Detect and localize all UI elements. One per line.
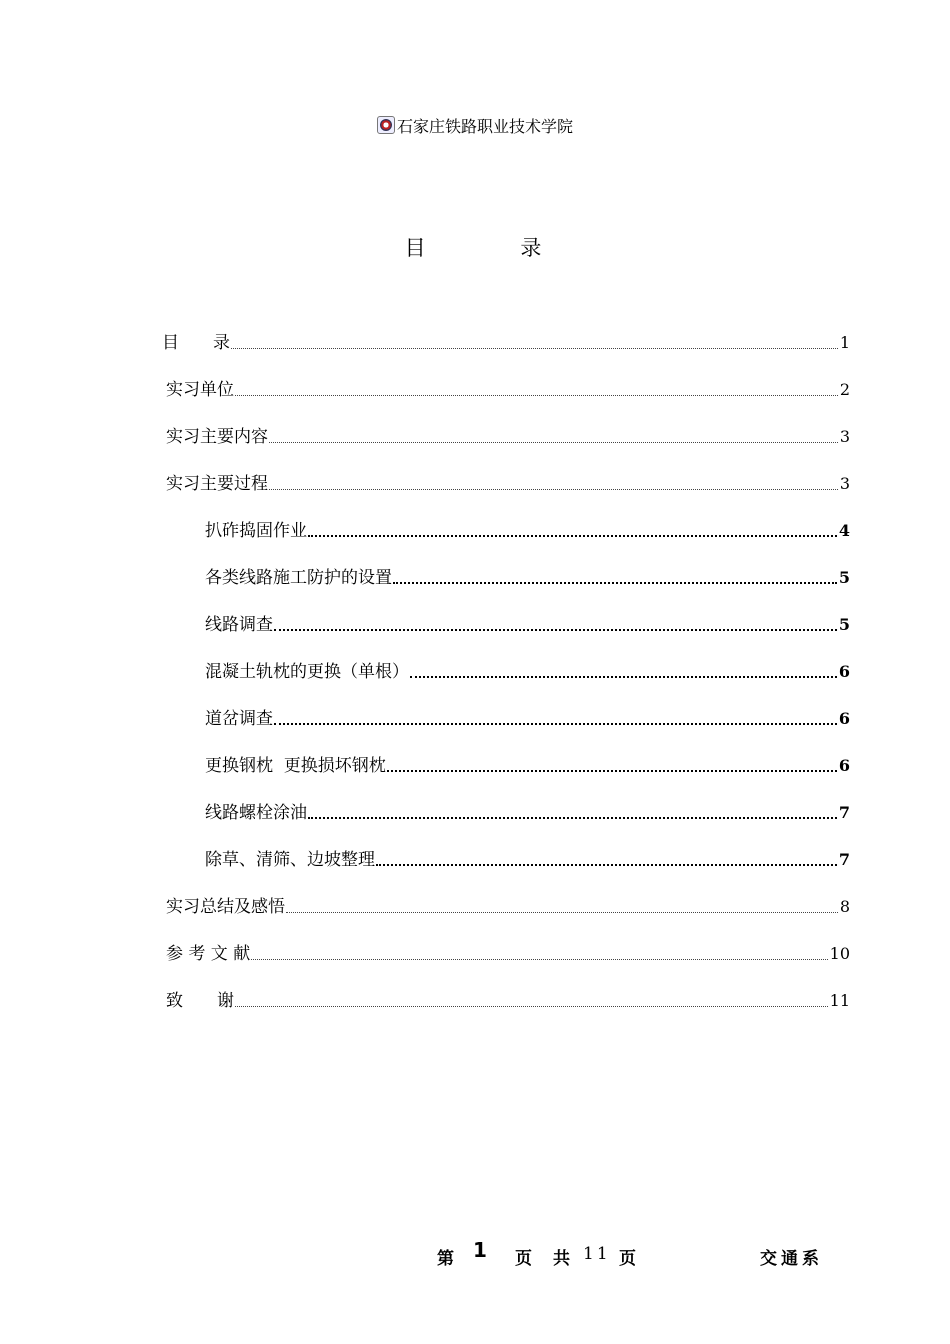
toc-leader [269, 441, 838, 443]
toc-leader [251, 958, 827, 960]
toc-entry-page: 4 [838, 521, 850, 540]
toc-subentry[interactable] [205, 754, 850, 778]
toc-entry-page: 5 [838, 568, 850, 587]
toc-entry-page: 6 [838, 662, 850, 681]
toc-entry-label: 更换钢枕 更换损坏钢枕 [205, 756, 386, 776]
toc-entry-page: 6 [838, 709, 850, 728]
toc-leader [308, 816, 837, 819]
toc-entry-page: 7 [838, 803, 850, 822]
toc-entry-label: 混凝土轨枕的更换（单根） [205, 662, 409, 682]
toc-entry-label: 线路螺栓涂油 [205, 803, 307, 823]
toc-entry-page: 11 [829, 991, 850, 1010]
toc-entry-page: 3 [839, 427, 850, 446]
toc-entry[interactable] [166, 425, 850, 449]
toc-entry-label: 致 谢 [166, 991, 234, 1011]
school-name: 石家庄铁路职业技术学院 [396, 116, 573, 136]
school-logo-icon [377, 116, 395, 134]
toc-entry[interactable] [162, 331, 850, 355]
toc-entry-page: 3 [839, 474, 850, 493]
toc-entry-page: 5 [838, 615, 850, 634]
toc-subentry[interactable] [205, 848, 850, 872]
toc-subentry[interactable] [205, 613, 850, 637]
toc-entry-label: 道岔调查 [205, 709, 273, 729]
footer-gong: 共 [553, 1249, 570, 1269]
toc-subentry[interactable] [205, 566, 850, 590]
footer-ye: 页 [515, 1249, 532, 1269]
toc-entry-label: 目 录 [162, 333, 230, 353]
toc-entry[interactable] [166, 472, 850, 496]
toc-leader [286, 911, 838, 913]
toc-entry-page: 6 [838, 756, 850, 775]
toc-entry-label: 实习主要过程 [166, 474, 268, 494]
toc-leader [269, 488, 838, 490]
toc-entry-page: 1 [839, 333, 850, 352]
toc-entry-page: 2 [839, 380, 850, 399]
toc-entry-label: 各类线路施工防护的设置 [205, 568, 392, 588]
toc-leader [308, 534, 837, 537]
toc-entry-page: 10 [829, 944, 850, 963]
toc-leader [274, 628, 837, 631]
toc-entry-label: 实习主要内容 [166, 427, 268, 447]
page-footer [0, 1238, 950, 1268]
toc-entry-page: 8 [839, 897, 850, 916]
toc-entry-label: 扒砟捣固作业 [205, 521, 307, 541]
page-header [0, 113, 950, 137]
toc-leader [410, 675, 837, 678]
footer-page-number: 1 [473, 1238, 487, 1262]
toc-entry-label: 实习单位 [166, 380, 234, 400]
toc-subentry[interactable] [205, 801, 850, 825]
toc-leader [235, 394, 838, 396]
toc-subentry[interactable] [205, 707, 850, 731]
toc-leader [274, 722, 837, 725]
footer-ye2: 页 [619, 1249, 636, 1269]
toc-leader [231, 347, 838, 349]
footer-department: 交通系 [760, 1249, 823, 1269]
toc-title: 目 录 [404, 236, 586, 260]
toc-entry[interactable] [166, 942, 850, 966]
toc-leader [235, 1005, 828, 1007]
footer-total-pages: 11 [583, 1244, 611, 1264]
footer-di: 第 [437, 1249, 454, 1269]
toc-entry-label: 除草、清筛、边坡整理 [205, 850, 375, 870]
toc-entry[interactable] [166, 378, 850, 402]
toc-subentry[interactable] [205, 519, 850, 543]
toc-subentry[interactable] [205, 660, 850, 684]
toc-entry-label: 实习总结及感悟 [166, 897, 285, 917]
toc-leader [376, 863, 837, 866]
toc-entry-label: 参 考 文 献 [166, 944, 251, 964]
toc-entry[interactable] [166, 895, 850, 919]
toc-leader [387, 769, 837, 772]
toc-leader [393, 581, 837, 584]
toc-entry-page: 7 [838, 850, 850, 869]
toc-entry[interactable] [166, 989, 850, 1013]
toc-entry-label: 线路调查 [205, 615, 273, 635]
